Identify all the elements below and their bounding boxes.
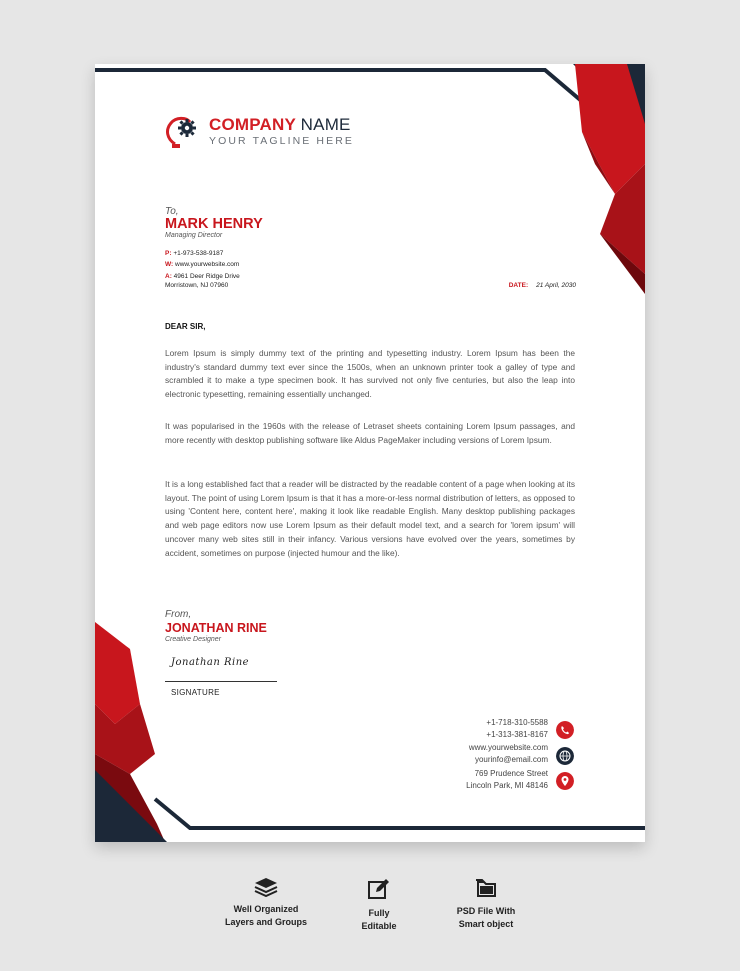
globe-icon <box>556 747 574 765</box>
recipient-address: A: 4961 Deer Ridge Drive <box>165 273 240 280</box>
recipient-title: Managing Director <box>165 232 223 239</box>
recipient-address-line2: Morristown, NJ 07960 <box>165 282 229 289</box>
company-name: COMPANY NAME <box>209 115 351 134</box>
footer-phones: +1-718-310-5588 +1-313-381-8167 <box>486 718 548 739</box>
company-tagline: YOUR TAGLINE HERE <box>209 135 355 147</box>
handwritten-signature: Jonathan Rine <box>171 657 250 668</box>
layers-icon <box>254 877 278 897</box>
sender-title: Creative Designer <box>165 636 222 643</box>
footer-web-email: www.yourwebsite.com yourinfo@email.com <box>468 743 548 764</box>
folder-icon <box>474 877 498 899</box>
phone-icon <box>556 721 574 739</box>
feature-label: Well Organized Layers and Groups <box>224 904 308 927</box>
recipient-name: MARK HENRY <box>165 216 263 232</box>
signature-line <box>165 681 277 682</box>
feature-label: Fully Editable <box>361 908 397 931</box>
letter-date: DATE: 21 April, 2030 <box>508 282 576 289</box>
body-paragraph: It is a long established fact that a reader will be distracted by the readable content of a page when looking at its layout. The point of using Lorem Ipsum is that it has a more-or-less normal distribution of letters, as opposed to using 'Content here, content here', making it look like readable English. Many desktop publishing packages and web page editors now use Lorem Ipsum as their default model text, and a search for 'lorem ipsum' will uncover many web sites still in their infancy. Various versions have evolved over the years, sometimes by accident, sometimes on purpose (injected humour and the like). <box>165 479 575 558</box>
feature-layers <box>206 877 326 929</box>
recipient-phone: P: +1-973-538-9187 <box>165 250 224 257</box>
recipient-website: W: www.yourwebsite.com <box>165 261 240 268</box>
to-label: To, <box>165 206 179 217</box>
feature-psd <box>436 877 536 931</box>
footer-address: 769 Prudence Street Lincoln Park, MI 48146 <box>466 769 548 790</box>
body-paragraph: It was popularised in the 1960s with the release of Letraset sheets containing Lorem Ipsum passages, and more recently with desktop publishing software like Aldus PageMaker including versions of Lorem Ipsum. <box>165 421 575 445</box>
bulb-gear-icon <box>163 114 203 154</box>
body-paragraph: Lorem Ipsum is simply dummy text of the printing and typesetting industry. Lorem Ipsum has been the industry's standard dummy text ever since the 1500s, when an unknown printer took a galley of type and scrambled it to make a type specimen book. It has survived not only five centuries, but also the leap into electronic typesetting, remaining essentially unchanged. <box>165 348 575 400</box>
salutation: DEAR SIR, <box>165 322 206 331</box>
feature-editable <box>334 877 424 933</box>
signature-label: SIGNATURE <box>171 688 220 697</box>
edit-icon <box>367 877 391 901</box>
letterhead-page <box>95 64 645 842</box>
location-pin-icon <box>556 772 574 790</box>
feature-label: PSD File With Smart object <box>456 906 516 929</box>
from-label: From, <box>165 609 192 620</box>
sender-name: JONATHAN RINE <box>165 621 267 635</box>
